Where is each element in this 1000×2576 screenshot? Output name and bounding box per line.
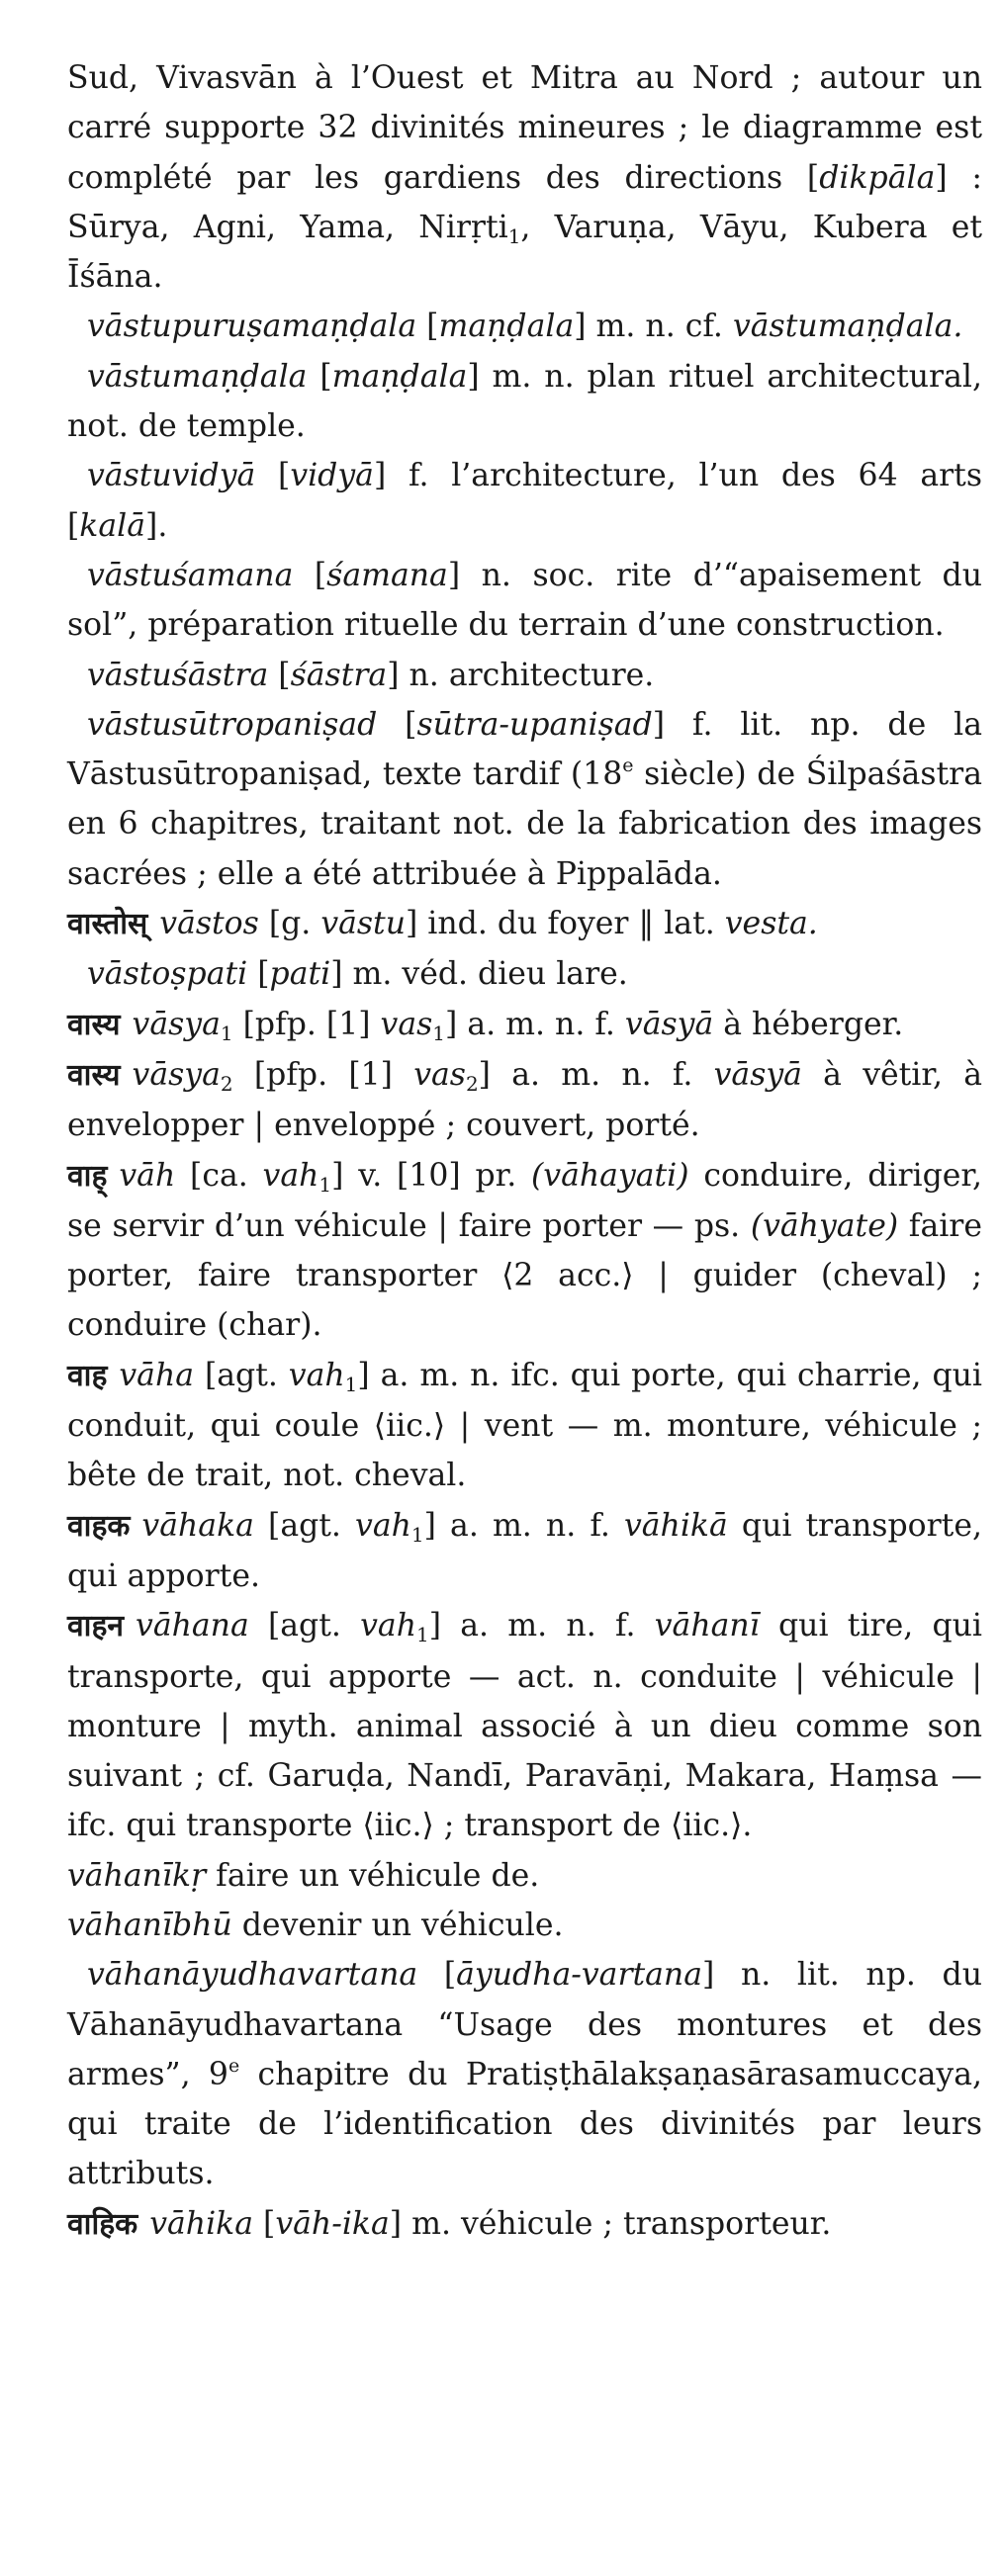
italic-text: dikpāla <box>819 159 936 196</box>
entry-text: ] f. l’architecture, l’un des 64 arts [ <box>67 458 982 544</box>
entry-text: ] m. n. plan rituel architectural, not. de temple. <box>67 358 982 445</box>
entry-text: ] a. m. n. f. <box>478 1056 714 1093</box>
entry-text: [ <box>268 657 291 693</box>
entry-text: chapitre du Pratiṣṭhālakṣaṇasārasamuccaya, qui traite de l’identification des divinités par leurs attributs. <box>67 2056 982 2192</box>
devanagari-headword: वाह <box>67 1358 108 1393</box>
entry-text: [ <box>307 358 332 395</box>
italic-text: maṇḍala <box>331 358 468 395</box>
entry-text: ] n. lit. np. du Vāhanāyudhavartana “Usage des montures et des armes”, 9 <box>67 1957 982 2092</box>
entry-text: ] v. [10] pr. <box>331 1157 532 1194</box>
entry-text: [ <box>377 706 417 743</box>
entry-text: ] a. m. n. f. <box>428 1608 655 1644</box>
italic-text: śamana <box>326 557 448 593</box>
entry-text: [g. <box>258 906 321 942</box>
entry-text: ] n. architecture. <box>387 657 655 693</box>
dictionary-entry <box>67 1851 982 1901</box>
entry-text: [ <box>416 309 439 345</box>
italic-text: vāstoṣpati <box>87 956 248 993</box>
italic-text: vidyā <box>290 458 374 494</box>
italic-text: vāsya <box>132 1056 221 1093</box>
dictionary-entry <box>67 1151 982 1351</box>
dictionary-entry <box>67 352 982 452</box>
subscript-index: 2 <box>465 1071 479 1096</box>
subscript-index: 1 <box>416 1623 429 1647</box>
italic-text: vāsya <box>132 1006 221 1042</box>
italic-text: vāhika <box>149 2205 254 2242</box>
entry-text: ] f. lit. np. de la Vāstusūtropaniṣad, texte tardif (18 <box>67 706 982 793</box>
italic-text: vāhana <box>136 1608 249 1644</box>
italic-text: vāstusūtropaniṣad <box>87 706 378 743</box>
italic-text: vāstu <box>320 906 406 942</box>
entry-text: [ <box>253 2205 276 2242</box>
entry-text: ] : Sūrya, Agni, Yama, Nirṛti <box>67 159 982 245</box>
italic-text: vāsyā <box>713 1056 802 1093</box>
devanagari-headword: वास्य <box>67 1007 121 1042</box>
entry-text: ] ind. du foyer ‖ lat. <box>406 906 725 942</box>
italic-text: vāh-ika <box>275 2205 390 2242</box>
subscript-index: 1 <box>344 1372 358 1396</box>
dictionary-entry <box>67 451 982 551</box>
devanagari-headword: वाहक <box>67 1508 131 1544</box>
devanagari-headword: वाहन <box>67 1609 125 1644</box>
italic-text: kalā <box>79 507 146 544</box>
entry-text: Sud, Vivasvān à l’Ouest et Mitra au Nord ; autour un carré supporte 32 divinités mineures ; le diagramme est complété par les gardiens des directions [ <box>67 60 982 196</box>
superscript: e <box>622 755 634 777</box>
italic-text: vāsyā <box>624 1006 714 1042</box>
dictionary-entry <box>67 53 982 302</box>
entry-text: , Varuṇa, Vāyu, Kubera et Īśāna. <box>67 209 982 296</box>
devanagari-headword: वाहिक <box>67 2206 138 2242</box>
italic-text: pati <box>269 956 331 993</box>
italic-text: vāha <box>119 1357 195 1393</box>
entry-text: ] m. n. cf. <box>574 309 733 345</box>
italic-text: vāhanāyudhavartana <box>87 1957 418 1994</box>
devanagari-headword: वास्य <box>67 1057 121 1093</box>
subscript-index: 1 <box>507 223 521 248</box>
entry-text: ] a. m. n. ifc. qui porte, qui charrie, qui conduit, qui coule ⟨iic.⟩ | vent — m. monture, véhicule ; bête de trait, not. cheval. <box>67 1357 982 1494</box>
entry-text: ]. <box>145 507 168 544</box>
italic-text: vāstumaṇḍala. <box>732 309 963 345</box>
dictionary-entry <box>67 899 982 949</box>
italic-text: vāhikā <box>623 1507 728 1544</box>
dictionary-entry <box>67 1501 982 1602</box>
entry-text: devenir un véhicule. <box>231 1907 564 1943</box>
entry-text: [agt. <box>194 1357 289 1393</box>
entry-text: faire porter, faire transporter ⟨2 acc.⟩ | guider (cheval) ; conduire (char). <box>67 1207 982 1344</box>
dictionary-entry <box>67 700 982 899</box>
italic-text: vāh <box>119 1157 176 1194</box>
entry-text: ] m. véhicule ; transporteur. <box>389 2205 832 2242</box>
italic-text: vāhaka <box>141 1507 254 1544</box>
italic-text: maṇḍala <box>438 309 575 345</box>
italic-text: vāstos <box>159 906 259 942</box>
dictionary-entry <box>67 1351 982 1501</box>
dictionary-entry <box>67 1601 982 1850</box>
italic-text: vas <box>413 1056 466 1093</box>
entry-text: ] m. véd. dieu lare. <box>330 956 628 993</box>
italic-text: sūtra-upaniṣad <box>416 706 653 743</box>
devanagari-headword: वाह् <box>67 1158 108 1194</box>
entry-text: qui transporte, qui apporte. <box>67 1507 982 1594</box>
entry-text: à héberger. <box>713 1006 904 1042</box>
italic-text: vāstuvidyā <box>87 458 256 494</box>
entry-text: [pfp. [1] <box>232 1006 381 1042</box>
dictionary-entry <box>67 2199 982 2250</box>
subscript-index: 2 <box>220 1071 233 1096</box>
entry-text: [ <box>255 458 291 494</box>
entry-text: ] n. soc. rite d’“apaisement du sol”, préparation rituelle du terrain d’une construction. <box>67 557 982 644</box>
entry-text: ] a. m. n. f. <box>423 1507 624 1544</box>
entry-text: [ <box>247 956 270 993</box>
dictionary-entry <box>67 949 982 999</box>
entry-text: qui tire, qui transporte, qui apporte — act. n. conduite | véhicule | monture | myth. animal associé à un dieu comme son suivant ; cf. Garuḍa, Nandī, Paravāṇi, Makara, Haṃsa — ifc. qui transporte ⟨iic.⟩ ; transport de ⟨iic.⟩. <box>67 1608 982 1844</box>
italic-text: āyudha-vartana <box>456 1957 703 1994</box>
entry-text: ] a. m. n. f. <box>445 1006 625 1042</box>
italic-text: vāstuśāstra <box>87 657 269 693</box>
entry-text: [ <box>293 557 327 593</box>
entry-text: [agt. <box>253 1507 356 1544</box>
subscript-index: 1 <box>432 1021 446 1045</box>
italic-text: vāhanī <box>654 1608 760 1644</box>
entry-text: conduire, diriger, se servir d’un véhicule | faire porter — ps. <box>67 1157 982 1244</box>
entry-text: [agt. <box>248 1608 361 1644</box>
italic-text: vāhanīkṛ <box>67 1857 207 1894</box>
dictionary-entry <box>67 302 982 351</box>
italic-text: vah <box>288 1357 345 1393</box>
italic-text: śāstra <box>290 657 388 693</box>
dictionary-entry <box>67 1000 982 1050</box>
dictionary-entry <box>67 1050 982 1151</box>
italic-text: vesta. <box>724 906 818 942</box>
entry-text: à vêtir, à envelopper | enveloppé ; couvert, porté. <box>67 1056 982 1144</box>
dictionary-entry <box>67 551 982 651</box>
entry-text: faire un véhicule de. <box>206 1857 540 1894</box>
entry-text: [pfp. [1] <box>232 1056 414 1093</box>
italic-text: (vāhyate) <box>750 1207 899 1244</box>
subscript-index: 1 <box>220 1021 233 1045</box>
devanagari-headword: वास्तोस् <box>67 907 148 942</box>
dictionary-entry <box>67 1901 982 1950</box>
superscript: e <box>227 2054 240 2077</box>
italic-text: vah <box>360 1608 417 1644</box>
italic-text: vāstuśamana <box>87 557 294 593</box>
dictionary-entry <box>67 1950 982 2198</box>
entry-text: [ <box>417 1957 457 1994</box>
entry-text: [ca. <box>175 1157 263 1194</box>
italic-text: vas <box>380 1006 433 1042</box>
italic-text: vāstumaṇḍala <box>87 358 308 395</box>
subscript-index: 1 <box>410 1522 424 1547</box>
italic-text: vah <box>262 1157 319 1194</box>
italic-text: (vāhayati) <box>531 1157 689 1194</box>
italic-text: vah <box>355 1507 411 1544</box>
italic-text: vāstupuruṣamaṇḍala <box>87 309 417 345</box>
entry-text: siècle) de Śilpaśāstra en 6 chapitres, traitant not. de la fabrication des images sacrées ; elle a été attribuée à Pippalāda. <box>67 756 982 892</box>
italic-text: vāhanībhū <box>67 1907 232 1943</box>
subscript-index: 1 <box>318 1172 332 1197</box>
dictionary-entry <box>67 651 982 700</box>
